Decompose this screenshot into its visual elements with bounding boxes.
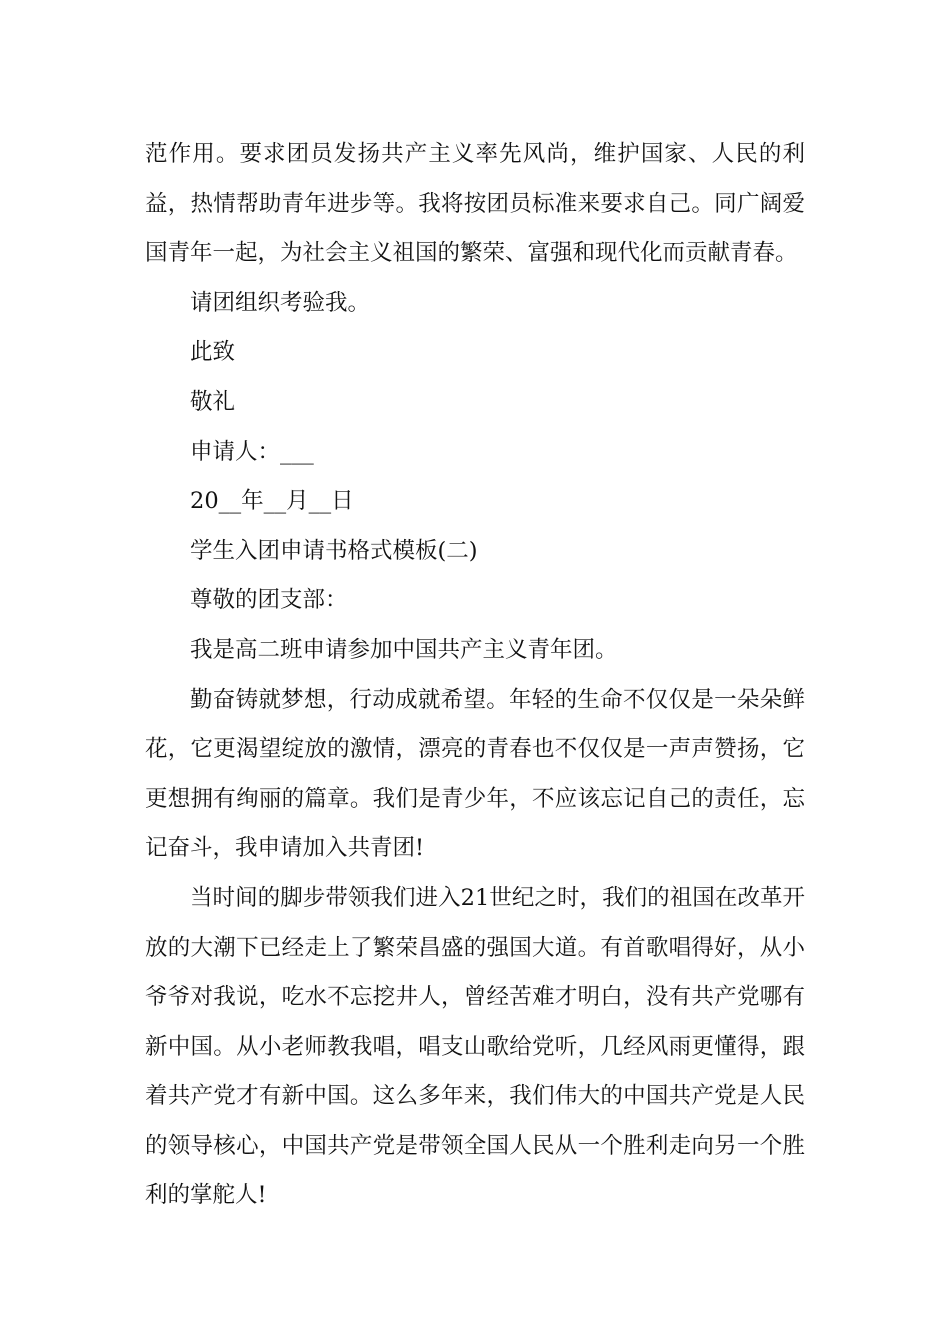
section-title: 学生入团申请书格式模板(二): [190, 537, 478, 564]
paragraph-body-2: 当时间的脚步带领我们进入21世纪之时，我们的祖国在改革开放的大潮下已经走上了繁荣昌盛的强国大道。有首歌唱得好，从小爷爷对我说，吃水不忘挖井人，曾经苦难才明白，没有共产党哪有新中国。从小老师教我唱，唱支山歌给党听，几经风雨更懂得，跟着共产党才有新中国。这么多年来，我们伟大的中国共产党是人民的领导核心，中国共产党是带领全国人民从一个胜利走向另一个胜利的掌舵人!: [145, 884, 805, 1209]
paragraph-intro: 我是高二班申请参加中国共产主义青年团。: [190, 636, 618, 663]
paragraph-applicant: 申请人：___: [190, 438, 314, 465]
paragraph-request-review: 请团组织考验我。: [190, 289, 371, 316]
paragraph-continuation: 范作用。要求团员发扬共产主义率先风尚，维护国家、人民的利益，热情帮助青年进步等。我将按团员标准来要求自己。同广阔爱国青年一起，为社会主义祖国的繁荣、富强和现代化而贡献青春。: [145, 141, 805, 267]
document-body: [145, 130, 805, 1221]
paragraph-body-1: 勤奋铸就梦想，行动成就希望。年轻的生命不仅仅是一朵朵鲜花，它更渴望绽放的激情，漂亮的青春也不仅仅是一声声赞扬，它更想拥有绚丽的篇章。我们是青少年，不应该忘记自己的责任，忘记奋斗，我申请加入共青团!: [145, 686, 805, 862]
paragraph-salutation-cizhi: 此致: [190, 339, 236, 366]
paragraph-salutation-jingli: 敬礼: [190, 388, 236, 415]
paragraph-date: 20__年__月__日: [190, 488, 354, 515]
paragraph-greeting: 尊敬的团支部：: [190, 587, 348, 614]
